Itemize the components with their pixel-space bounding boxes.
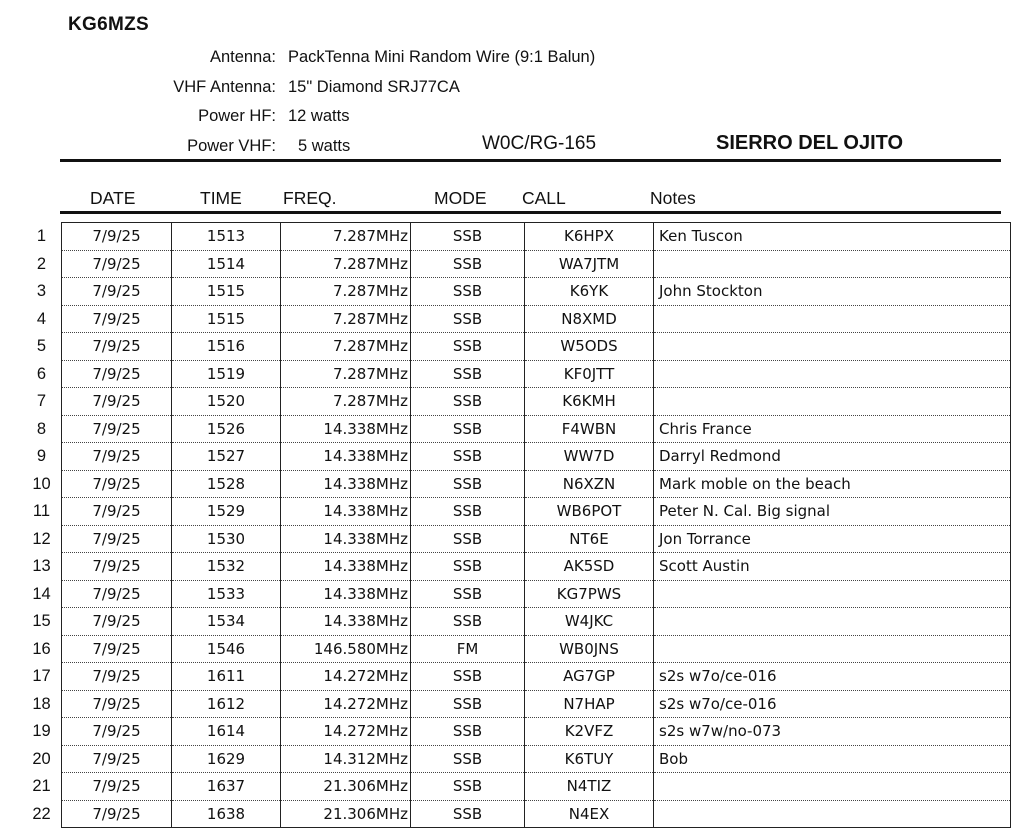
row-number: 10 — [32, 474, 51, 493]
cell-notes — [654, 635, 1011, 663]
cell-mode: SSB — [411, 800, 525, 828]
cell-callsign: WB0JNS — [525, 635, 654, 663]
cell-mode: FM — [411, 635, 525, 663]
cell-notes: s2s w7o/ce-016 — [654, 690, 1011, 718]
cell-time: 1516 — [172, 333, 281, 361]
cell-date: 7/9/25 — [62, 525, 172, 553]
cell-frequency: 146.580MHz — [281, 635, 411, 663]
cell-time: 1529 — [172, 498, 281, 526]
cell-callsign: NT6E — [525, 525, 654, 553]
table-row — [22, 773, 1011, 801]
row-number: 4 — [36, 309, 47, 328]
cell-frequency: 7.287MHz — [281, 223, 411, 251]
row-number: 14 — [32, 584, 51, 603]
row-number: 11 — [32, 502, 51, 521]
cell-time: 1515 — [172, 305, 281, 333]
cell-time: 1638 — [172, 800, 281, 828]
cell-callsign: N8XMD — [525, 305, 654, 333]
qso-log-body — [22, 223, 1011, 828]
cell-frequency: 14.338MHz — [281, 498, 411, 526]
cell-time: 1530 — [172, 525, 281, 553]
cell-date: 7/9/25 — [62, 278, 172, 306]
cell-notes: Peter N. Cal. Big signal — [654, 498, 1011, 526]
cell-notes — [654, 250, 1011, 278]
cell-date: 7/9/25 — [62, 470, 172, 498]
cell-frequency: 7.287MHz — [281, 278, 411, 306]
cell-mode: SSB — [411, 718, 525, 746]
table-row — [22, 333, 1011, 361]
cell-callsign: WA7JTM — [525, 250, 654, 278]
cell-date: 7/9/25 — [62, 415, 172, 443]
cell-frequency: 14.338MHz — [281, 470, 411, 498]
cell-time: 1520 — [172, 388, 281, 416]
cell-notes: Darryl Redmond — [654, 443, 1011, 471]
column-header-time: TIME — [200, 188, 242, 208]
cell-frequency: 7.287MHz — [281, 333, 411, 361]
cell-time: 1546 — [172, 635, 281, 663]
cell-mode: SSB — [411, 663, 525, 691]
cell-date: 7/9/25 — [62, 718, 172, 746]
cell-callsign: K6TUY — [525, 745, 654, 773]
cell-notes: Chris France — [654, 415, 1011, 443]
cell-frequency: 21.306MHz — [281, 800, 411, 828]
cell-notes — [654, 305, 1011, 333]
cell-callsign: K6YK — [525, 278, 654, 306]
summit-name: SIERRO DEL OJITO — [716, 132, 904, 154]
row-number: 15 — [32, 612, 51, 631]
cell-date: 7/9/25 — [62, 388, 172, 416]
table-row — [22, 663, 1011, 691]
header-value-power-vhf: 5 watts — [298, 137, 351, 155]
cell-frequency: 14.338MHz — [281, 443, 411, 471]
cell-notes — [654, 388, 1011, 416]
cell-date: 7/9/25 — [62, 800, 172, 828]
cell-mode: SSB — [411, 278, 525, 306]
cell-mode: SSB — [411, 690, 525, 718]
header-label-power-hf: Power HF: — [198, 107, 276, 125]
header-label-power-vhf: Power VHF: — [187, 137, 276, 155]
cell-notes: s2s w7o/ce-016 — [654, 663, 1011, 691]
cell-frequency: 14.338MHz — [281, 525, 411, 553]
cell-time: 1515 — [172, 278, 281, 306]
cell-date: 7/9/25 — [62, 498, 172, 526]
table-row — [22, 635, 1011, 663]
cell-callsign: WW7D — [525, 443, 654, 471]
cell-mode: SSB — [411, 223, 525, 251]
cell-time: 1629 — [172, 745, 281, 773]
cell-callsign: WB6POT — [525, 498, 654, 526]
row-number: 18 — [32, 694, 51, 713]
cell-notes: Bob — [654, 745, 1011, 773]
cell-notes: Scott Austin — [654, 553, 1011, 581]
cell-mode: SSB — [411, 525, 525, 553]
cell-notes: Ken Tuscon — [654, 223, 1011, 251]
cell-date: 7/9/25 — [62, 553, 172, 581]
row-number: 21 — [32, 777, 51, 796]
cell-mode: SSB — [411, 305, 525, 333]
cell-notes: John Stockton — [654, 278, 1011, 306]
cell-frequency: 14.312MHz — [281, 745, 411, 773]
cell-callsign: N4TIZ — [525, 773, 654, 801]
table-row — [22, 250, 1011, 278]
cell-callsign: F4WBN — [525, 415, 654, 443]
cell-date: 7/9/25 — [62, 635, 172, 663]
table-row — [22, 415, 1011, 443]
cell-mode: SSB — [411, 470, 525, 498]
cell-mode: SSB — [411, 608, 525, 636]
cell-notes — [654, 333, 1011, 361]
header-value-antenna: PackTenna Mini Random Wire (9:1 Balun) — [288, 48, 596, 66]
cell-callsign: N6XZN — [525, 470, 654, 498]
cell-mode: SSB — [411, 388, 525, 416]
table-row — [22, 223, 1011, 251]
row-number: 7 — [36, 392, 47, 411]
row-number: 12 — [32, 529, 51, 548]
table-row — [22, 360, 1011, 388]
header-value-power-hf: 12 watts — [288, 107, 350, 125]
cell-time: 1519 — [172, 360, 281, 388]
summit-reference: W0C/RG-165 — [482, 133, 597, 154]
cell-mode: SSB — [411, 498, 525, 526]
header-divider — [60, 159, 1001, 162]
cell-callsign: AK5SD — [525, 553, 654, 581]
table-row — [22, 443, 1011, 471]
cell-callsign: N4EX — [525, 800, 654, 828]
table-row — [22, 745, 1011, 773]
table-row — [22, 278, 1011, 306]
column-header-call: CALL — [522, 188, 566, 208]
cell-date: 7/9/25 — [62, 443, 172, 471]
cell-callsign: W4JKC — [525, 608, 654, 636]
cell-frequency: 14.338MHz — [281, 415, 411, 443]
row-number: 22 — [32, 804, 51, 823]
row-number: 2 — [36, 254, 47, 273]
table-row — [22, 718, 1011, 746]
column-header-freq: FREQ. — [283, 188, 337, 208]
cell-time: 1533 — [172, 580, 281, 608]
header-label-antenna: Antenna: — [209, 48, 276, 66]
table-row — [22, 388, 1011, 416]
row-number: 20 — [32, 749, 51, 768]
cell-date: 7/9/25 — [62, 663, 172, 691]
table-row — [22, 470, 1011, 498]
cell-frequency: 14.272MHz — [281, 690, 411, 718]
cell-date: 7/9/25 — [62, 773, 172, 801]
cell-frequency: 14.338MHz — [281, 580, 411, 608]
header-label-vhf-antenna: VHF Antenna: — [173, 78, 276, 96]
table-row — [22, 580, 1011, 608]
row-number: 6 — [36, 364, 47, 383]
table-row — [22, 525, 1011, 553]
cell-date: 7/9/25 — [62, 608, 172, 636]
column-header-mode: MODE — [434, 188, 487, 208]
table-row — [22, 690, 1011, 718]
cell-date: 7/9/25 — [62, 580, 172, 608]
cell-frequency: 21.306MHz — [281, 773, 411, 801]
cell-callsign: K2VFZ — [525, 718, 654, 746]
cell-callsign: AG7GP — [525, 663, 654, 691]
cell-date: 7/9/25 — [62, 690, 172, 718]
cell-time: 1614 — [172, 718, 281, 746]
cell-frequency: 14.272MHz — [281, 718, 411, 746]
table-row — [22, 553, 1011, 581]
row-number: 19 — [32, 722, 51, 741]
cell-date: 7/9/25 — [62, 333, 172, 361]
cell-time: 1611 — [172, 663, 281, 691]
cell-notes — [654, 608, 1011, 636]
cell-mode: SSB — [411, 333, 525, 361]
cell-notes: Jon Torrance — [654, 525, 1011, 553]
header-value-vhf-antenna: 15" Diamond SRJ77CA — [288, 78, 460, 96]
row-number: 13 — [32, 557, 51, 576]
cell-notes — [654, 800, 1011, 828]
operator-callsign: KG6MZS — [68, 14, 149, 35]
table-row — [22, 498, 1011, 526]
table-row — [22, 608, 1011, 636]
cell-frequency: 7.287MHz — [281, 305, 411, 333]
cell-notes — [654, 360, 1011, 388]
cell-date: 7/9/25 — [62, 223, 172, 251]
column-header-date: DATE — [90, 188, 136, 208]
row-number: 9 — [36, 447, 47, 466]
cell-date: 7/9/25 — [62, 305, 172, 333]
cell-time: 1532 — [172, 553, 281, 581]
cell-mode: SSB — [411, 745, 525, 773]
qso-log-table — [22, 222, 1011, 828]
cell-time: 1612 — [172, 690, 281, 718]
cell-date: 7/9/25 — [62, 745, 172, 773]
cell-mode: SSB — [411, 443, 525, 471]
cell-mode: SSB — [411, 580, 525, 608]
cell-frequency: 7.287MHz — [281, 360, 411, 388]
row-number: 8 — [36, 419, 47, 438]
cell-mode: SSB — [411, 553, 525, 581]
cell-mode: SSB — [411, 773, 525, 801]
cell-mode: SSB — [411, 415, 525, 443]
cell-frequency: 7.287MHz — [281, 250, 411, 278]
cell-frequency: 7.287MHz — [281, 388, 411, 416]
column-header-divider — [60, 211, 1001, 214]
cell-time: 1513 — [172, 223, 281, 251]
cell-callsign: K6KMH — [525, 388, 654, 416]
cell-date: 7/9/25 — [62, 360, 172, 388]
cell-callsign: KG7PWS — [525, 580, 654, 608]
cell-date: 7/9/25 — [62, 250, 172, 278]
row-number: 17 — [32, 667, 51, 686]
cell-time: 1637 — [172, 773, 281, 801]
row-number: 16 — [32, 639, 51, 658]
cell-time: 1528 — [172, 470, 281, 498]
cell-notes: s2s w7w/no-073 — [654, 718, 1011, 746]
row-number: 5 — [36, 337, 47, 356]
cell-time: 1514 — [172, 250, 281, 278]
cell-frequency: 14.272MHz — [281, 663, 411, 691]
cell-callsign: N7HAP — [525, 690, 654, 718]
cell-time: 1526 — [172, 415, 281, 443]
row-number: 3 — [36, 282, 47, 301]
table-row — [22, 305, 1011, 333]
cell-callsign: KF0JTT — [525, 360, 654, 388]
cell-callsign: W5ODS — [525, 333, 654, 361]
table-row — [22, 800, 1011, 828]
column-header-notes: Notes — [650, 188, 696, 208]
cell-notes — [654, 580, 1011, 608]
cell-frequency: 14.338MHz — [281, 553, 411, 581]
cell-notes — [654, 773, 1011, 801]
cell-time: 1527 — [172, 443, 281, 471]
row-number: 1 — [36, 227, 47, 246]
cell-time: 1534 — [172, 608, 281, 636]
cell-mode: SSB — [411, 250, 525, 278]
cell-frequency: 14.338MHz — [281, 608, 411, 636]
cell-mode: SSB — [411, 360, 525, 388]
cell-notes: Mark moble on the beach — [654, 470, 1011, 498]
cell-callsign: K6HPX — [525, 223, 654, 251]
